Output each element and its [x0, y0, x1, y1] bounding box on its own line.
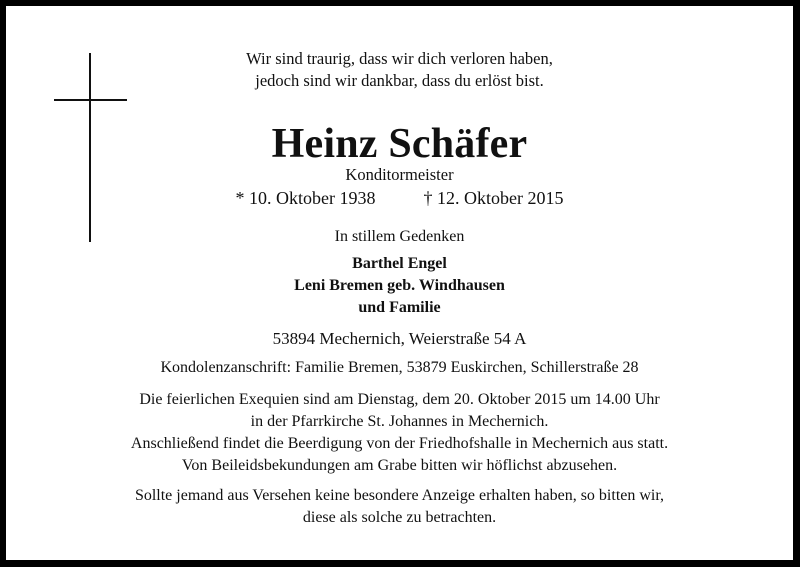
- condolence-address: Kondolenzanschrift: Familie Bremen, 53879 Euskirchen, Schillerstraße 28: [160, 359, 639, 376]
- birth-date: * 10. Oktober 1938: [235, 188, 376, 208]
- life-dates: [6, 187, 793, 209]
- service-details: [6, 389, 793, 477]
- closing-line: diese als solche zu betrachten.: [302, 509, 497, 526]
- closing-note: [6, 485, 793, 529]
- verse-line: Wir sind traurig, dass wir dich verloren haben,: [246, 49, 553, 68]
- closing-line: Sollte jemand aus Versehen keine besondere Anzeige erhalten haben, so bitten wir,: [134, 487, 665, 504]
- service-line: in der Pfarrkirche St. Johannes in Mechernich.: [250, 413, 549, 430]
- family-address: 53894 Mechernich, Weierstraße 54 A: [272, 329, 527, 348]
- death-date: † 12. Oktober 2015: [423, 188, 564, 208]
- verse: [6, 48, 793, 92]
- cross-horizontal-bar: [54, 99, 127, 101]
- deceased-name: Heinz Schäfer: [271, 121, 528, 167]
- mourners: [6, 253, 793, 319]
- verse-line: jedoch sind wir dankbar, dass du erlöst bist.: [255, 71, 544, 90]
- mourner-line: Barthel Engel: [352, 255, 447, 272]
- mourner-line: und Familie: [358, 299, 441, 316]
- service-line: Anschließend findet die Beerdigung von der Friedhofshalle in Mechernich aus statt.: [130, 435, 669, 452]
- occupation: Konditormeister: [345, 165, 454, 184]
- memory-line: In stillem Gedenken: [334, 228, 465, 245]
- service-line: Von Beileidsbekundungen am Grabe bitten wir höflichst abzusehen.: [181, 457, 618, 474]
- service-line: Die feierlichen Exequien sind am Dienstag, dem 20. Oktober 2015 um 14.00 Uhr: [139, 391, 660, 408]
- obituary-notice: [6, 6, 793, 560]
- mourner-line: Leni Bremen geb. Windhausen: [294, 277, 505, 294]
